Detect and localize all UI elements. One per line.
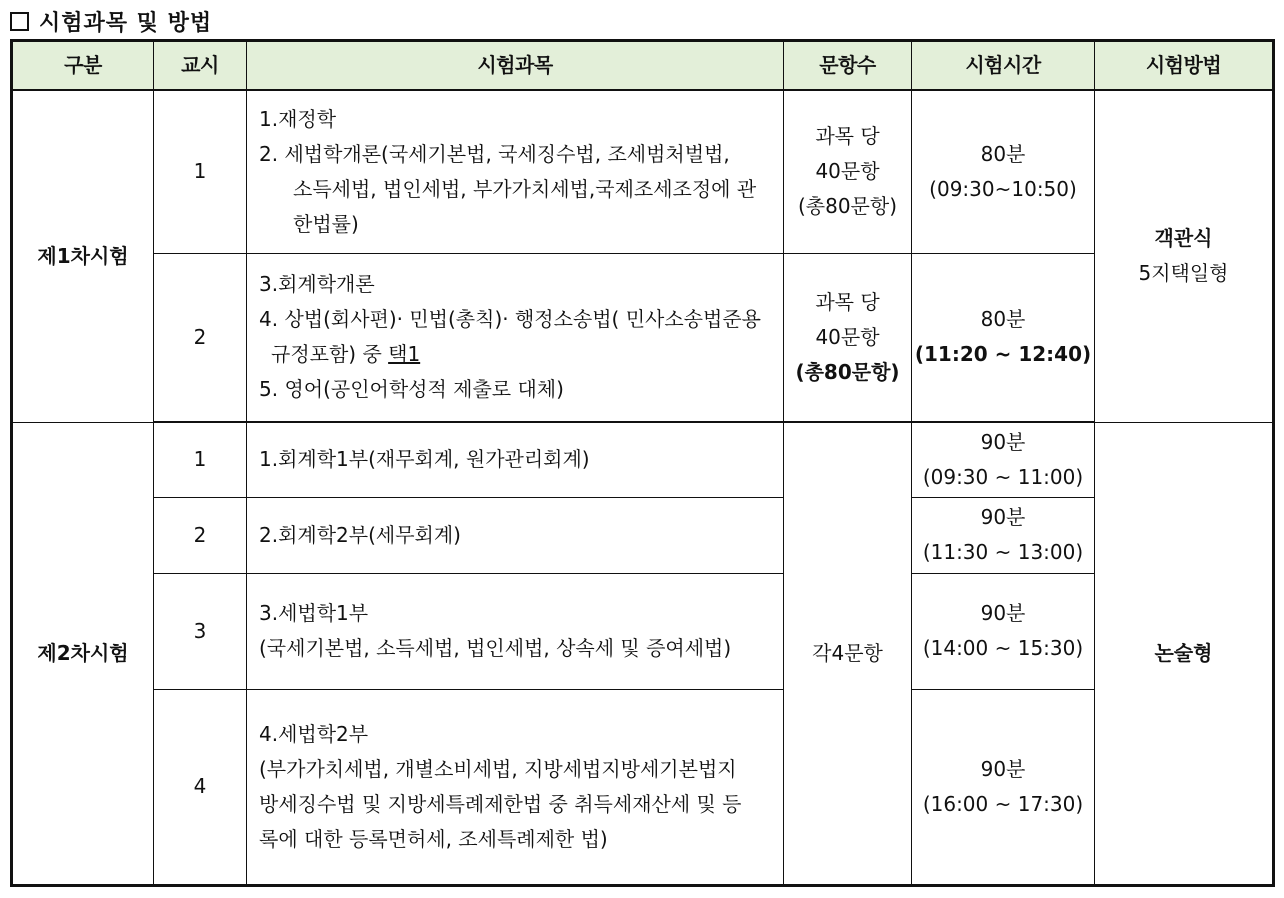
time-cell: 90분 (11:30 ~ 13:00) [912,497,1095,573]
period-cell: 3 [154,573,247,689]
col-header-time: 시험시간 [912,41,1095,91]
table-row [12,90,1274,253]
col-header-subjects: 시험과목 [247,41,784,91]
col-header-count: 문항수 [784,41,912,91]
col-header-method: 시험방법 [1095,41,1274,91]
second-method-cell: 논술형 [1095,422,1274,885]
period-cell: 4 [154,689,247,885]
subjects-cell: 1.재정학 2. 세법학개론(국세기본법, 국세징수법, 조세범처벌법, 소득세법, 법인세법, 부가가치세법,국제조세조정에 관 한법률) [247,90,784,253]
subjects-cell: 1.회계학1부(재무회계, 원가관리회계) [247,422,784,497]
time-cell: 90분 (09:30 ~ 11:00) [912,422,1095,497]
first-method-cell: 객관식 5지택일형 [1095,90,1274,422]
period-cell: 2 [154,253,247,422]
table-row [12,689,1274,885]
time-cell: 90분 (14:00 ~ 15:30) [912,573,1095,689]
exam-table [10,39,1275,887]
subjects-cell: 3.세법학1부 (국세기본법, 소득세법, 법인세법, 상속세 및 증여세법) [247,573,784,689]
time-cell: 80분 (09:30~10:50) [912,90,1095,253]
period-cell: 1 [154,90,247,253]
table-row [12,422,1274,497]
subjects-cell: 4.세법학2부 (부가가치세법, 개별소비세법, 지방세법지방세기본법지 방세징수법 및 지방세특례제한법 중 취득세재산세 및 등 록에 대한 등록면허세, 조세특례제한 법) [247,689,784,885]
table-row [12,253,1274,422]
section-heading-text: 시험과목 및 방법 [39,10,213,36]
subjects-cell: 3.회계학개론 4. 상법(회사편)· 민법(총칙)· 행정소송법( 민사소송법준용 규정포함) 중 택1 5. 영어(공인어학성적 제출로 대체) [247,253,784,422]
checkbox-square-icon [10,12,29,31]
table-row [12,573,1274,689]
count-cell: 과목 당 40문항 (총80문항) [784,253,912,422]
second-count-cell: 각4문항 [784,422,912,885]
table-row [12,497,1274,573]
time-cell: 80분 (11:20 ~ 12:40) [912,253,1095,422]
header-row [12,41,1274,91]
second-exam-label: 제2차시험 [12,422,154,885]
subjects-cell: 2.회계학2부(세무회계) [247,497,784,573]
first-exam-label: 제1차시험 [12,90,154,422]
section-heading [10,6,212,36]
col-header-category: 구분 [12,41,154,91]
period-cell: 2 [154,497,247,573]
period-cell: 1 [154,422,247,497]
time-cell: 90분 (16:00 ~ 17:30) [912,689,1095,885]
col-header-period: 교시 [154,41,247,91]
count-cell: 과목 당 40문항 (총80문항) [784,90,912,253]
